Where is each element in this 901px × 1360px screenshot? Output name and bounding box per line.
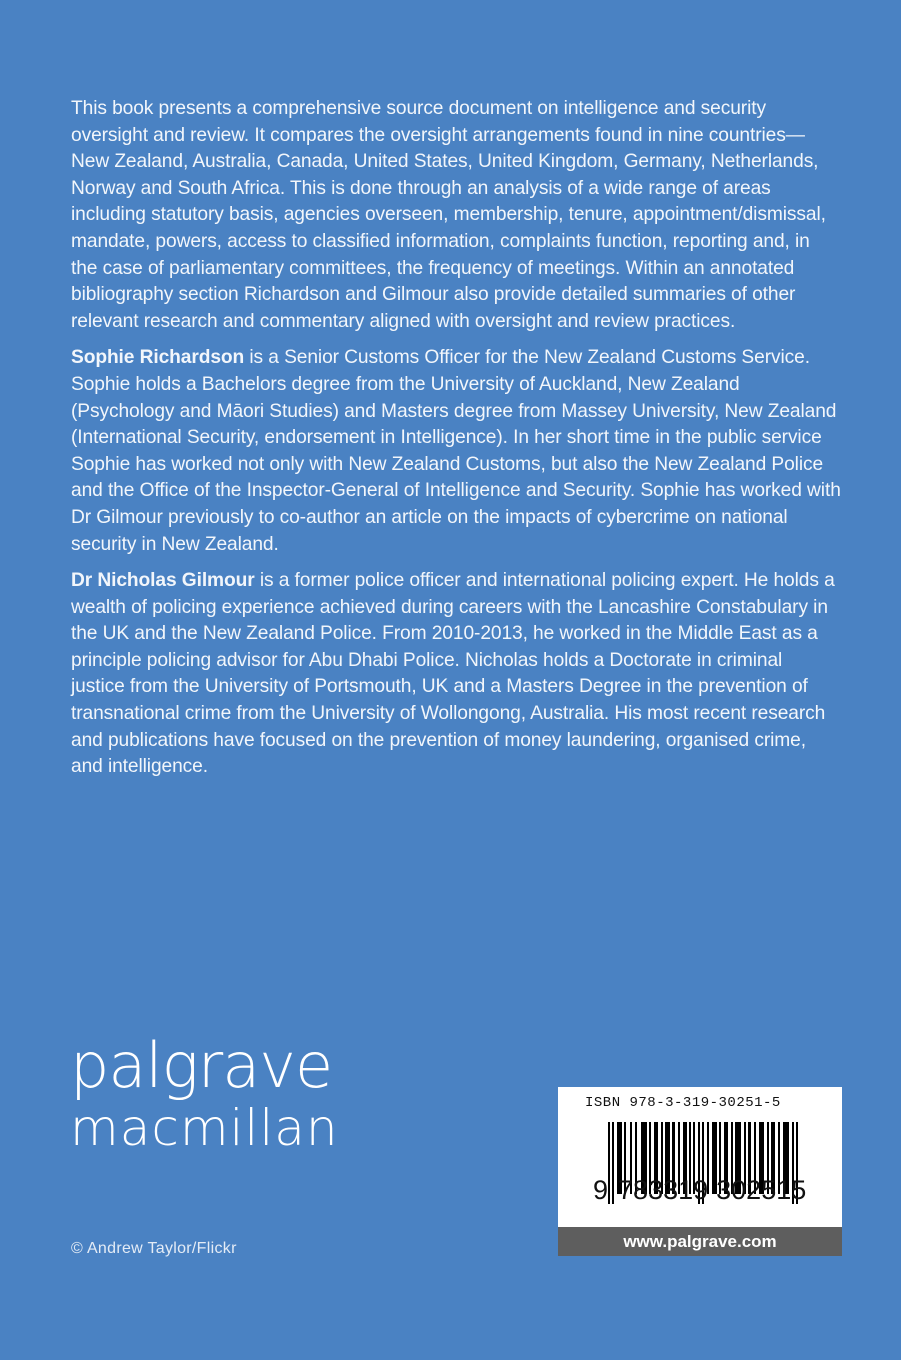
author-bio-text: is a Senior Customs Officer for the New Zealand Customs Service. Sophie holds a Bachelors degree from the University of Auckland, New Zealand (Psychology and Māori Studies) and Masters degree from Massey University, New Zealand (International Security, endorsement in Intelligence). In her short time in the public service Sophie has worked not only with New Zealand Customs, but also the New Zealand Police and the Office of the Inspector-General of Intelligence and Security. Sophie has worked with Dr Gilmour previously to co-author an article on the impacts of cybercrime on national security in New Zealand.: [71, 347, 841, 555]
isbn-label: ISBN 978-3-319-30251-5: [585, 1095, 781, 1111]
author-bio-gilmour: [71, 568, 841, 781]
publisher-logo: [70, 1029, 339, 1157]
barcode-digits-right: 302515: [716, 1175, 807, 1205]
author-bio-text: is a former police officer and international policing expert. He holds a wealth of policing experience achieved during careers with the Lancashire Constabulary in the UK and the New Zealand Police. From 2010-2013, he worked in the Middle East as a principle policing advisor for Abu Dhabi Police. Nicholas holds a Doctorate in criminal justice from the University of Portsmouth, UK and a Masters Degree in the prevention of transnational crime from the University of Wollongong, Australia. His most recent research and publications have focused on the prevention of money laundering, organised crime, and intelligence.: [71, 570, 835, 778]
logo-line-palgrave: palgrave: [70, 1029, 333, 1102]
barcode-digits: [593, 1175, 806, 1206]
author-name: Dr Nicholas Gilmour: [71, 570, 255, 592]
book-summary: This book presents a comprehensive source document on intelligence and security oversight and review. It compares the oversight arrangements found in nine countries—New Zealand, Australia, Canada, United States, United Kingdom, Germany, Netherlands, Norway and South Africa. This is done through an analysis of a wide range of areas including statutory basis, agencies overseen, membership, tenure, appointment/dismissal, mandate, powers, access to classified information, complaints function, reporting and, in the case of parliamentary committees, the frequency of meetings. Within an annotated bibliography section Richardson and Gilmour also provide detailed summaries of other relevant research and commentary aligned with oversight and review practices.: [71, 98, 826, 332]
publisher-url[interactable]: www.palgrave.com: [558, 1227, 842, 1256]
barcode-digit-first: 9: [593, 1175, 609, 1205]
author-name: Sophie Richardson: [71, 347, 245, 369]
author-bio-richardson: [71, 345, 841, 558]
photo-credit: © Andrew Taylor/Flickr: [71, 1240, 237, 1257]
isbn-barcode-box: [558, 1087, 842, 1256]
back-cover-text: [71, 96, 841, 791]
logo-line-macmillan: macmillan: [70, 1099, 339, 1157]
barcode-digits-left: 783319: [618, 1175, 709, 1205]
